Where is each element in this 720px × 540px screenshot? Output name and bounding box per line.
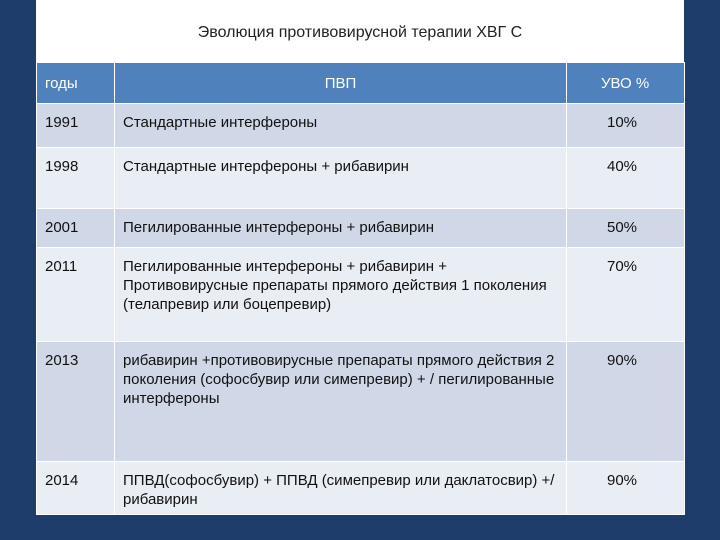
- table-row: [37, 248, 685, 342]
- svr-cell: 90%: [567, 462, 685, 515]
- year-cell: 2001: [37, 209, 115, 248]
- header-therapy: ПВП: [115, 63, 567, 104]
- year-cell: 2011: [37, 248, 115, 342]
- header-svr: УВО %: [567, 63, 685, 104]
- therapy-cell: Стандартные интерфероны + рибавирин: [115, 148, 567, 209]
- therapy-cell: ППВД(софосбувир) + ППВД (симепревир или даклатосвир) +/ рибавирин: [115, 462, 567, 515]
- svr-cell: 10%: [567, 104, 685, 148]
- year-cell: 2014: [37, 462, 115, 515]
- therapy-cell: Пегилированные интерфероны + рибавирин + Противовирусные препараты прямого действия 1 поколения (телапревир или боцепревир): [115, 248, 567, 342]
- header-years: годы: [37, 63, 115, 104]
- svr-cell: 50%: [567, 209, 685, 248]
- svr-cell: 90%: [567, 342, 685, 462]
- svr-cell: 40%: [567, 148, 685, 209]
- table-row: [37, 148, 685, 209]
- therapy-table: [36, 62, 685, 515]
- table-row: [37, 209, 685, 248]
- year-cell: 1998: [37, 148, 115, 209]
- slide-title: Эволюция противовирусной терапии ХВГ С: [197, 24, 523, 41]
- therapy-cell: Стандартные интерфероны: [115, 104, 567, 148]
- table-row: [37, 104, 685, 148]
- table-row: [37, 462, 685, 515]
- table-header-row: [37, 63, 685, 104]
- svr-cell: 70%: [567, 248, 685, 342]
- therapy-cell: рибавирин +противовирусные препараты прямого действия 2 поколения (софосбувир или симепревир) + / пегилированные интерфероны: [115, 342, 567, 462]
- table-row: [37, 342, 685, 462]
- year-cell: 1991: [37, 104, 115, 148]
- therapy-cell: Пегилированные интерфероны + рибавирин: [115, 209, 567, 248]
- title-area: [36, 0, 684, 62]
- year-cell: 2013: [37, 342, 115, 462]
